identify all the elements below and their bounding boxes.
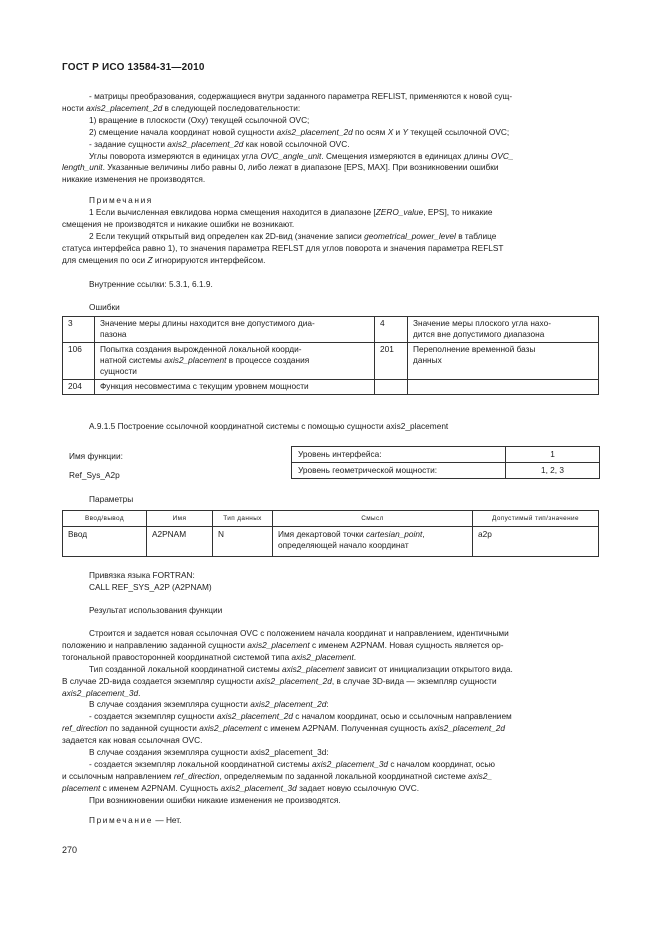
page-header-standard: ГОСТ Р ИСО 13584-31—2010 — [62, 62, 205, 73]
column-header: Допустимый тип/значение — [473, 511, 599, 527]
notes-title: Примечания — [89, 195, 153, 205]
result-line: placement с именем A2PNAM. Сущность axis2_placement_3d задает новую ссылочную OVC. — [62, 782, 419, 793]
function-name-label: Имя функции: — [69, 451, 123, 461]
result-line: В случае создания экземпляра сущности axis2_placement_3d: — [89, 747, 329, 758]
intro-line: ности axis2_placement_2d в следующей последовательности: — [62, 102, 301, 113]
result-line: тогональной правосторонней координатной системой типа axis2_placement. — [62, 651, 357, 662]
interface-level-label: Уровень интерфейса: — [292, 447, 506, 463]
table-header-row — [63, 511, 599, 527]
result-block — [62, 628, 599, 807]
page-number: 270 — [62, 845, 78, 855]
result-line: Строится и задается новая ссылочная OVC с положением начала координат и направлением, идентичными — [89, 628, 509, 638]
notes-block — [62, 195, 599, 266]
result-title: Результат использования функции — [89, 605, 223, 615]
note-2-cont: для смещения по оси Z игнорируются интерфейсом. — [62, 254, 266, 265]
intro-block — [62, 91, 599, 186]
fortran-binding-title: Привязка языка FORTRAN: — [89, 570, 195, 580]
param-type: N — [213, 527, 273, 557]
error-code: 3 — [63, 317, 95, 343]
error-description — [408, 380, 599, 395]
error-description: Значение меры длины находится вне допустимого диа- пазона — [95, 317, 375, 343]
result-line: и ссылочным направлением ref_direction, определяемым по заданной локальной координатной системе axis2_ — [62, 770, 493, 781]
table-row — [292, 463, 600, 479]
note-1-cont: смещения не производятся и никакие ошибки не возникают. — [62, 218, 295, 229]
result-line: axis2_placement_3d. — [62, 687, 141, 698]
column-header: Тип данных — [213, 511, 273, 527]
error-description: Функция несовместима с текущим уровнем мощности — [95, 380, 375, 395]
table-row — [63, 343, 599, 380]
param-allowed: a2p — [473, 527, 599, 557]
error-code — [375, 380, 408, 395]
table-row — [292, 447, 600, 463]
error-description: Значение меры плоского угла нахо- дится вне допустимого диапазона — [408, 317, 599, 343]
param-io: Ввод — [63, 527, 147, 557]
note-2: 2 Если текущий открытый вид определен как 2D-вид (значение записи geometrical_power_level в таблице — [89, 230, 497, 241]
units-paragraph-cont: length_unit. Указанные величины либо равны 0, либо лежат в диапазоне [EPS, MAX]. При возникновении ошибки — [62, 162, 499, 173]
intro-list-item: - задание сущности axis2_placement_2d как новой ссылочной OVC. — [89, 138, 350, 149]
result-line: При возникновении ошибки никакие изменения не производятся. — [89, 794, 341, 805]
param-name: A2PNAM — [147, 527, 213, 557]
result-line: Тип созданной локальной координатной системы axis2_placement зависит от инициализации открытого вида. — [89, 663, 513, 674]
errors-title: Ошибки — [89, 302, 120, 312]
error-description: Попытка создания вырожденной локальной коорди- натной системы axis2_placement в процессе создания сущности — [95, 343, 375, 380]
column-header: Ввод/вывод — [63, 511, 147, 527]
result-line: В случае создания экземпляра сущности axis2_placement_2d: — [89, 699, 329, 710]
intro-list-item: 1) вращение в плоскости (Oxy) текущей ссылочной OVC; — [89, 114, 310, 125]
parameters-title: Параметры — [89, 494, 134, 504]
fortran-call: CALL REF_SYS_A2P (A2PNAM) — [89, 582, 212, 592]
units-paragraph: Углы поворота измеряются в единицах угла OVC_angle_unit. Смещения измеряются в единицах длины OVC_ — [89, 150, 514, 161]
function-info-table — [291, 446, 600, 479]
note-2-cont: статуса интерфейса равно 1), то значения параметра REFLST для углов поворота и значения параметра REFLST — [62, 242, 504, 253]
section-heading: А.9.1.5 Построение ссылочной координатной системы с помощью сущности axis2_placement — [89, 421, 449, 431]
error-description: Переполнение временной базы данных — [408, 343, 599, 380]
table-row — [63, 380, 599, 395]
error-code: 204 — [63, 380, 95, 395]
geometric-power-value: 1, 2, 3 — [506, 463, 600, 479]
note-final: Примечание — Нет. — [89, 815, 182, 825]
error-code: 201 — [375, 343, 408, 380]
table-row — [63, 317, 599, 343]
column-header: Смысл — [273, 511, 473, 527]
result-line: ref_direction по заданной сущности axis2_placement с именем A2PNAM. Полученная сущность axis2_placement_2d — [62, 723, 506, 734]
table-row — [63, 527, 599, 557]
result-line: - создается экземпляр локальной координатной системы axis2_placement_3d с началом координат, осью — [89, 758, 495, 769]
result-line: В случае 2D-вида создается экземпляр сущности axis2_placement_2d, в случае 3D-вида — экземпляр сущности — [62, 675, 497, 686]
result-line: задается как новая ссылочная OVC. — [62, 735, 203, 746]
parameters-table — [62, 510, 599, 557]
intro-list-item: 2) смещение начала координат новой сущности axis2_placement_2d по осям X и Y текущей ссылочной OVC; — [89, 126, 510, 137]
result-line: - создается экземпляр сущности axis2_placement_2d с началом координат, осью и ссылочным направлением — [89, 711, 512, 722]
error-code: 106 — [63, 343, 95, 380]
note-1: 1 Если вычисленная евклидова норма смещения находится в диапазоне [ZERO_value, EPS], то никакие — [89, 206, 493, 217]
internal-references: Внутренние ссылки: 5.3.1, 6.1.9. — [89, 279, 213, 289]
interface-level-value: 1 — [506, 447, 600, 463]
intro-line: - матрицы преобразования, содержащиеся внутри заданного параметра REFLIST, применяются к новой сущ- — [89, 91, 513, 101]
result-line: положению и направлению заданной сущности axis2_placement с именем A2PNAM. Новая сущность является ор- — [62, 639, 504, 650]
column-header: Имя — [147, 511, 213, 527]
units-paragraph-cont: никакие изменения не производятся. — [62, 174, 206, 185]
param-meaning: Имя декартовой точки cartesian_point, определяющей начало координат — [273, 527, 473, 557]
error-code: 4 — [375, 317, 408, 343]
function-name-value: Ref_Sys_A2p — [69, 470, 120, 480]
geometric-power-label: Уровень геометрической мощности: — [292, 463, 506, 479]
errors-table — [62, 316, 599, 395]
